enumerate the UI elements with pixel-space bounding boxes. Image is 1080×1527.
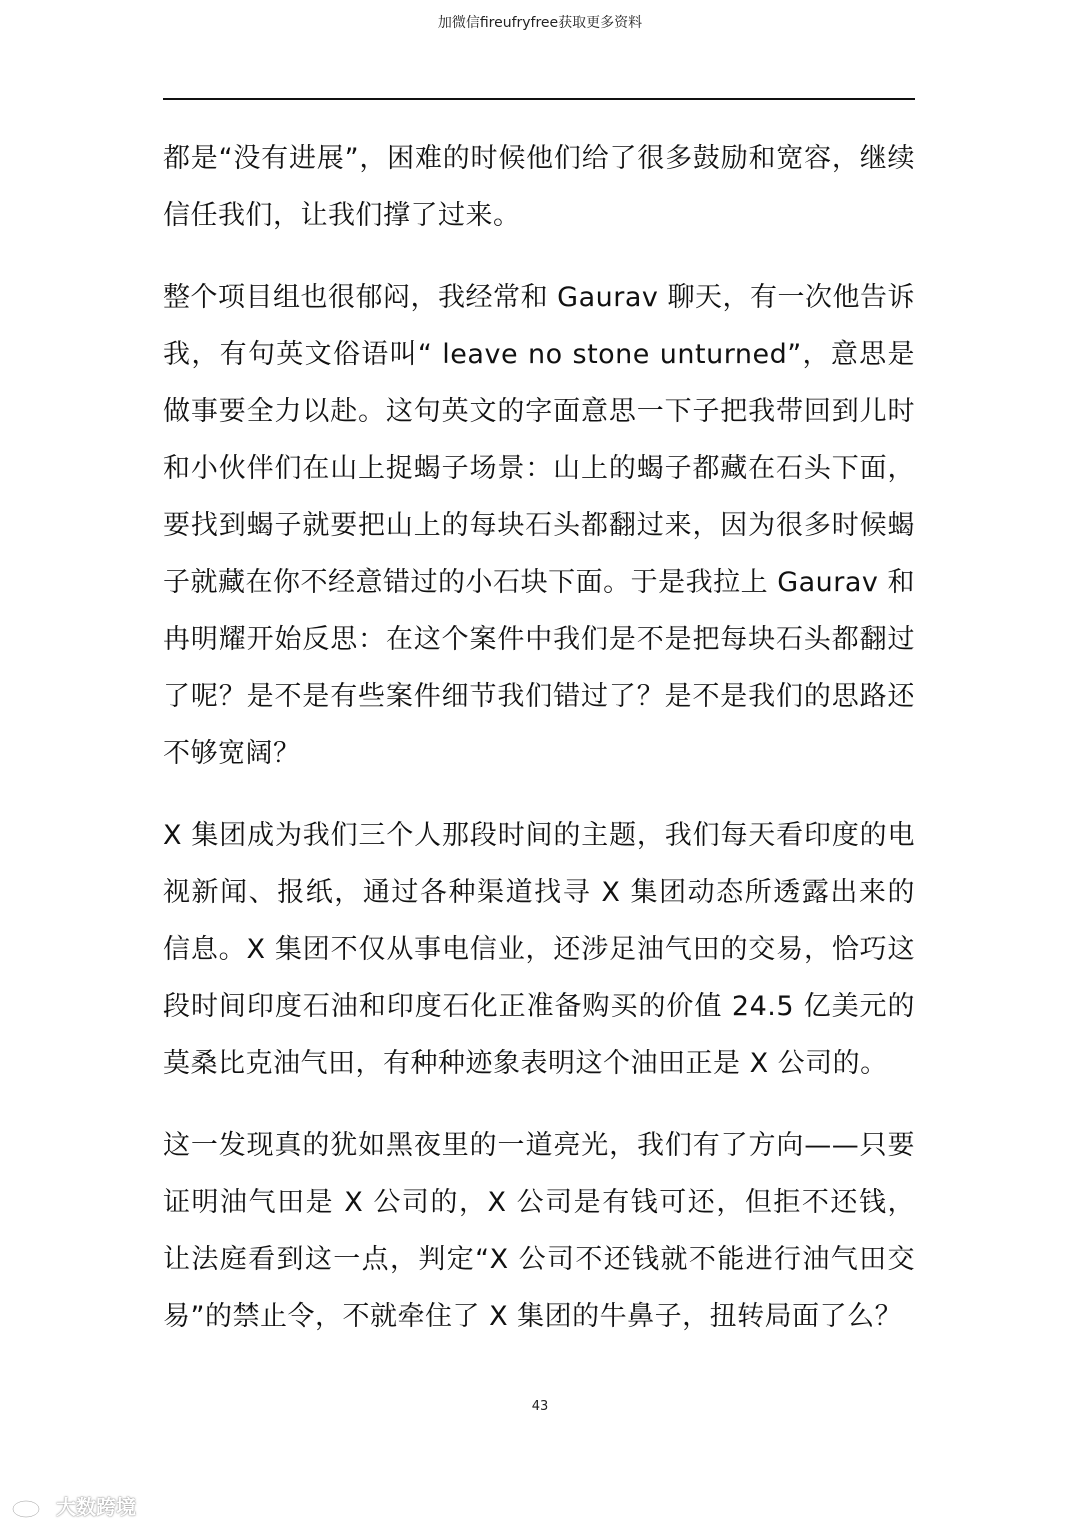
weibo-logo-icon bbox=[10, 1493, 50, 1519]
paragraph-1: 都是“没有进展”，困难的时候他们给了很多鼓励和宽容，继续信任我们，让我们撑了过来。 bbox=[163, 143, 915, 231]
paragraph-3: X 集团成为我们三个人那段时间的主题，我们每天看印度的电视新闻、报纸，通过各种渠道找寻 X 集团动态所透露出来的信息。X 集团不仅从事电信业，还涉足油气田的交易，恰巧这段时间印度石油和印度石化正准备购买的价值 24.5 亿美元的莫桑比克油气田，有种种迹象表明这个油田正是 X 公司的。 bbox=[163, 820, 915, 1079]
watermark bbox=[10, 1491, 136, 1520]
watermark-text: 大数跨境 bbox=[56, 1495, 136, 1519]
paragraph-4: 这一发现真的犹如黑夜里的一道亮光，我们有了方向——只要证明油气田是 X 公司的，X 公司是有钱可还，但拒不还钱，让法庭看到这一点，判定“X 公司不还钱就不能进行油气田交易”的禁止令，不就牵住了 X 集团的牛鼻子，扭转局面了么？ bbox=[163, 1130, 915, 1332]
page-number: 43 bbox=[531, 1399, 549, 1414]
paragraph-2: 整个项目组也很郁闷，我经常和 Gaurav 聊天，有一次他告诉我，有句英文俗语叫“ leave no stone unturned”，意思是做事要全力以赴。这句英文的字面意思一下子把我带回到儿时和小伙伴们在山上捉蝎子场景：山上的蝎子都藏在石头下面，要找到蝎子就要把山上的每块石头都翻过来，因为很多时候蝎子就藏在你不经意错过的小石块下面。于是我拉上 Gaurav 和冉明耀开始反思：在这个案件中我们是不是把每块石头都翻过了呢？是不是有些案件细节我们错过了？是不是我们的思路还不够宽阔？ bbox=[163, 282, 915, 769]
page-header: 加微信fireufryfree获取更多资料 bbox=[437, 15, 643, 31]
body-text bbox=[163, 130, 915, 1345]
header-rule bbox=[163, 98, 915, 100]
